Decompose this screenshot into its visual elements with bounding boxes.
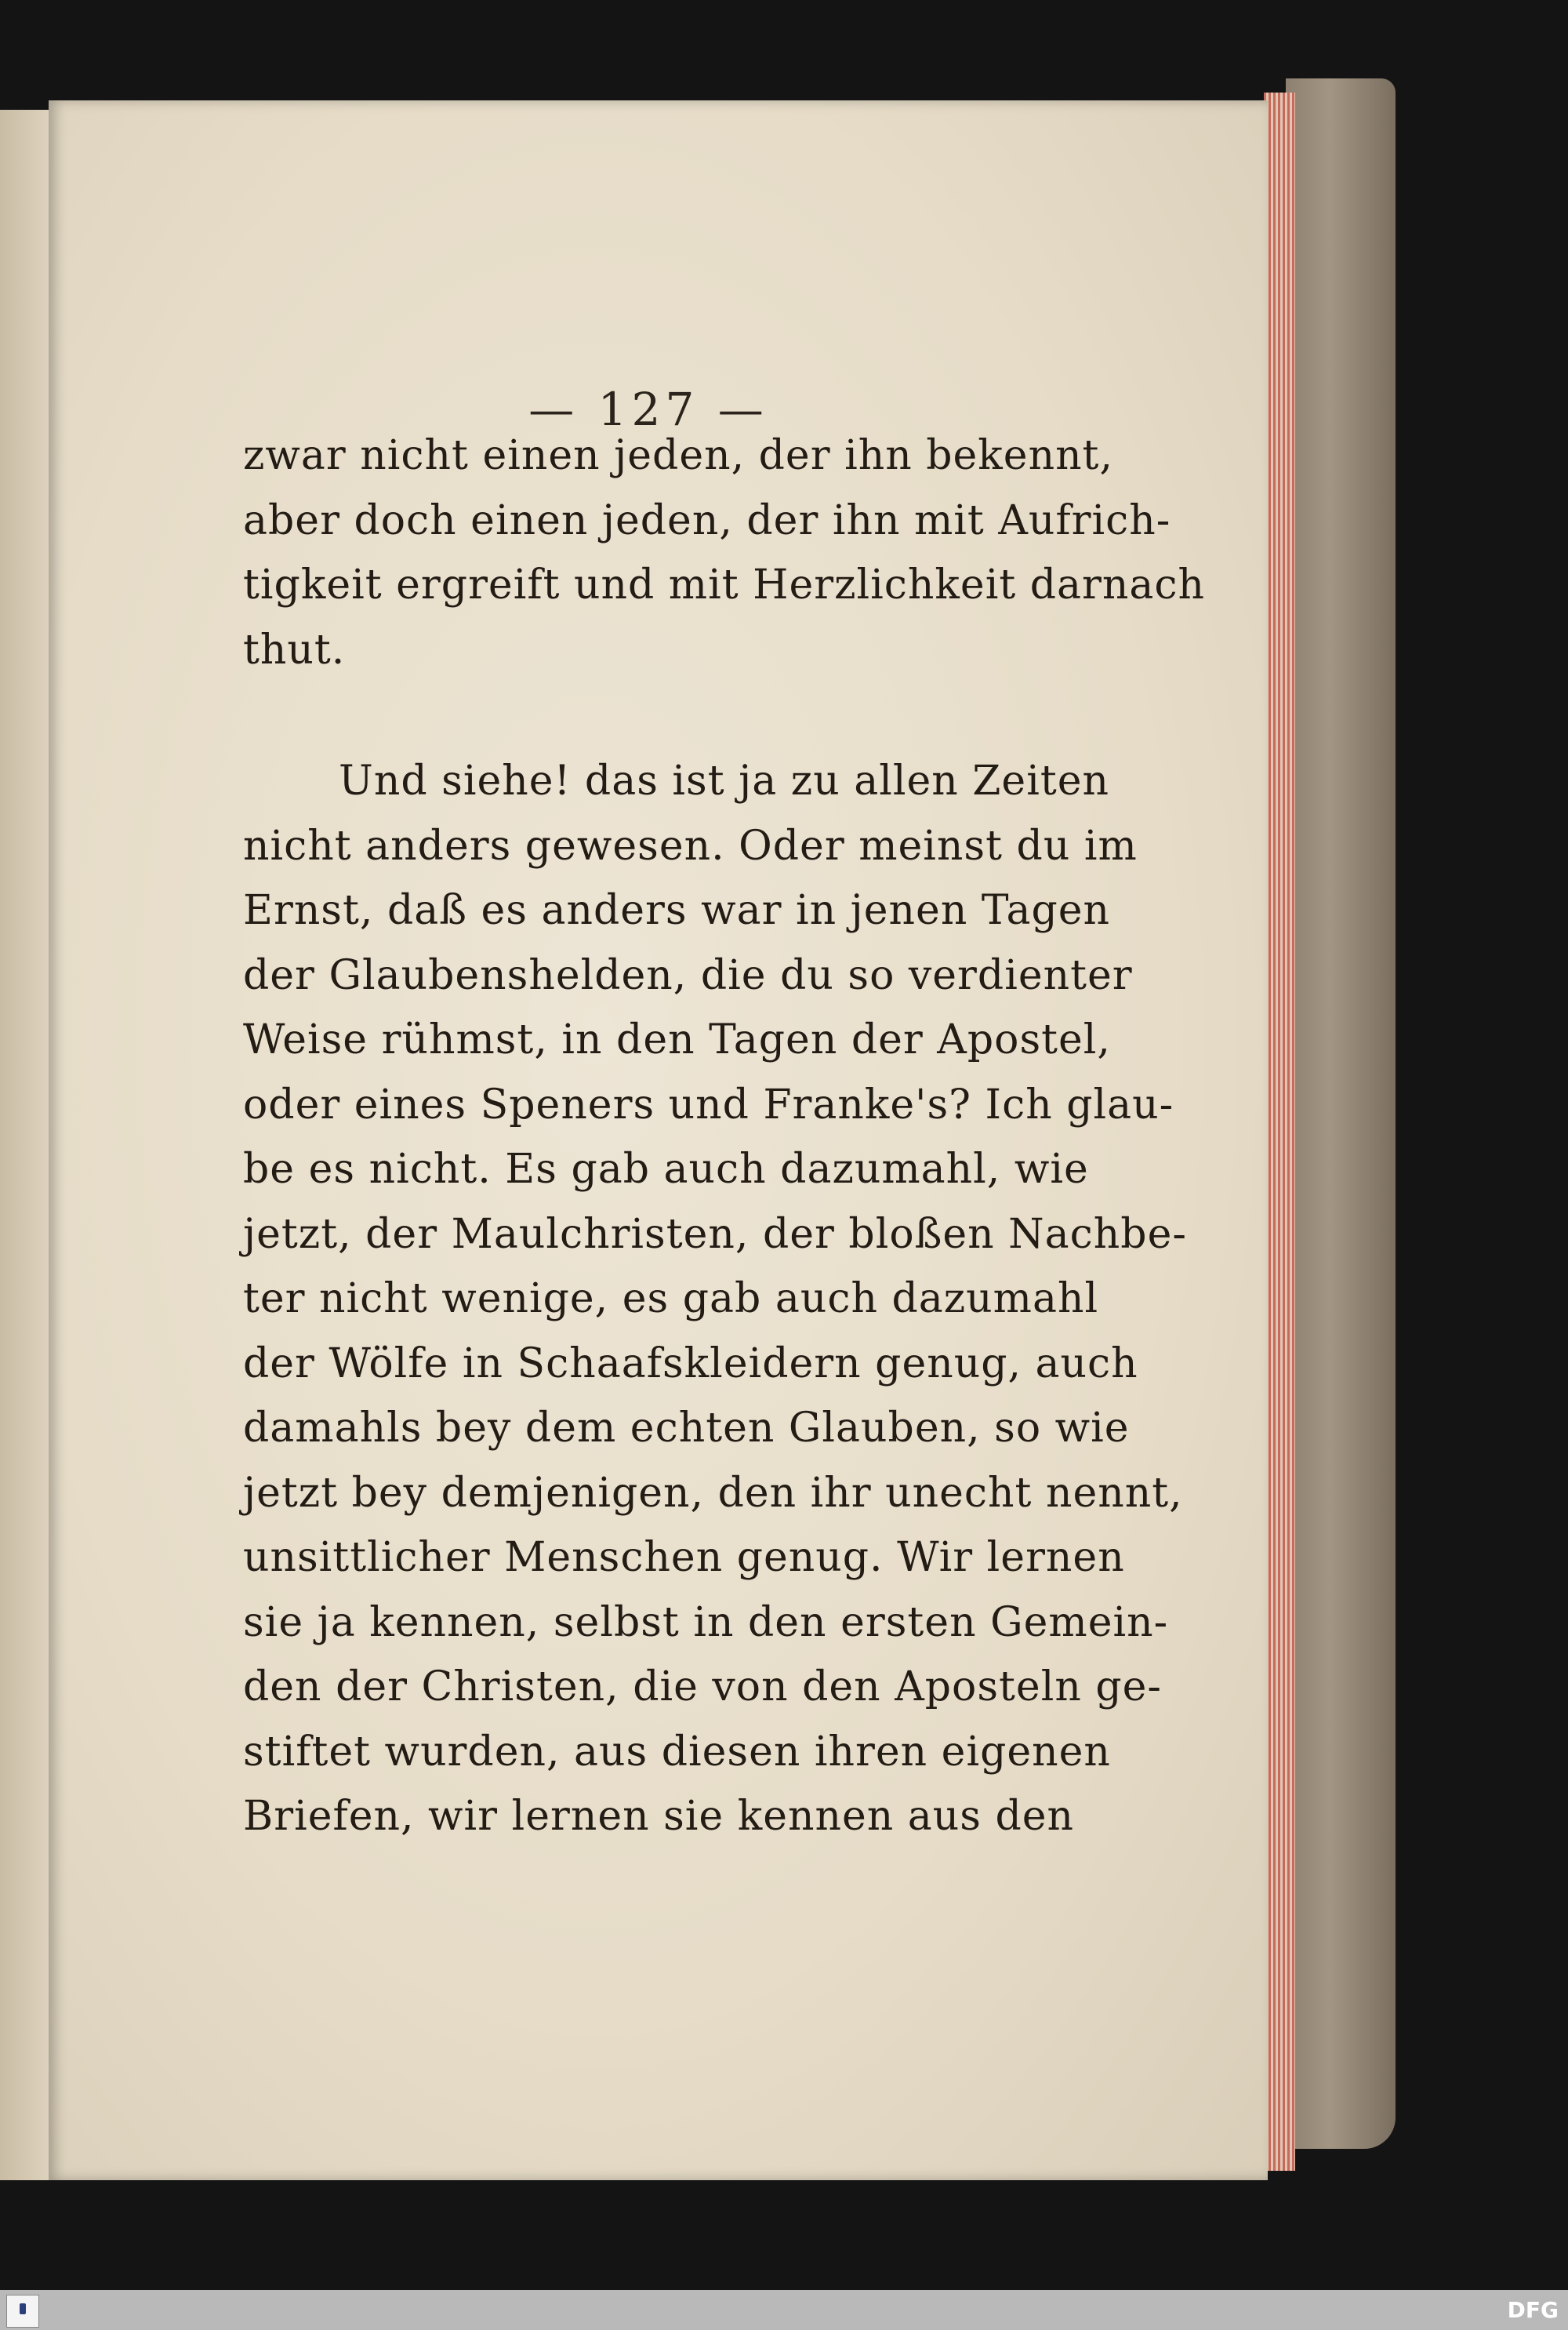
library-logo-mark	[20, 2303, 26, 2314]
text-line: den der Christen, die von den Aposteln ge-	[243, 1663, 1162, 1710]
text-line: unsittlicher Menschen genug. Wir lernen	[243, 1534, 1125, 1581]
text-line: Ernst, daß es anders war in jenen Tagen	[243, 887, 1111, 934]
text-line: ter nicht wenige, es gab auch dazumahl	[243, 1275, 1099, 1322]
text-line: damahls bey dem echten Glauben, so wie	[243, 1405, 1130, 1452]
text-line: zwar nicht einen jeden, der ihn bekennt,	[243, 432, 1113, 479]
text-line: nicht anders gewesen. Oder meinst du im	[243, 822, 1138, 870]
text-line: jetzt, der Maulchristen, der bloßen Nachbe-	[243, 1210, 1187, 1258]
page-number: — 127 —	[528, 383, 768, 436]
text-line: Und siehe! das ist ja zu allen Zeiten	[339, 758, 1109, 805]
text-line: oder eines Speners und Franke's? Ich glau-	[243, 1081, 1174, 1129]
dfg-logo-text: DFG	[1507, 2297, 1559, 2323]
text-line: der Wölfe in Schaafskleidern genug, auch	[243, 1339, 1138, 1387]
text-line: stiftet wurden, aus diesen ihren eigenen	[243, 1728, 1111, 1776]
footer-bar	[0, 2290, 1568, 2330]
text-line: Weise rühmst, in den Tagen der Apostel,	[243, 1016, 1111, 1063]
text-line: tigkeit ergreift und mit Herzlichkeit darnach	[243, 562, 1206, 609]
text-line: aber doch einen jeden, der ihn mit Aufrich-	[243, 496, 1171, 544]
page-edges-red	[1264, 93, 1295, 2171]
library-logo-icon	[6, 2295, 39, 2328]
book-page	[49, 100, 1268, 2180]
text-line: der Glaubenshelden, die du so verdienter	[243, 951, 1133, 999]
left-page-edge	[0, 110, 51, 2180]
text-line: sie ja kennen, selbst in den ersten Gemein-	[243, 1598, 1169, 1646]
text-line: be es nicht. Es gab auch dazumahl, wie	[243, 1146, 1089, 1193]
text-line: thut.	[243, 626, 346, 674]
text-line: jetzt bey demjenigen, den ihr unecht nennt,	[243, 1469, 1183, 1517]
text-line: Briefen, wir lernen sie kennen aus den	[243, 1793, 1075, 1840]
book-cover-edge	[1286, 78, 1396, 2149]
